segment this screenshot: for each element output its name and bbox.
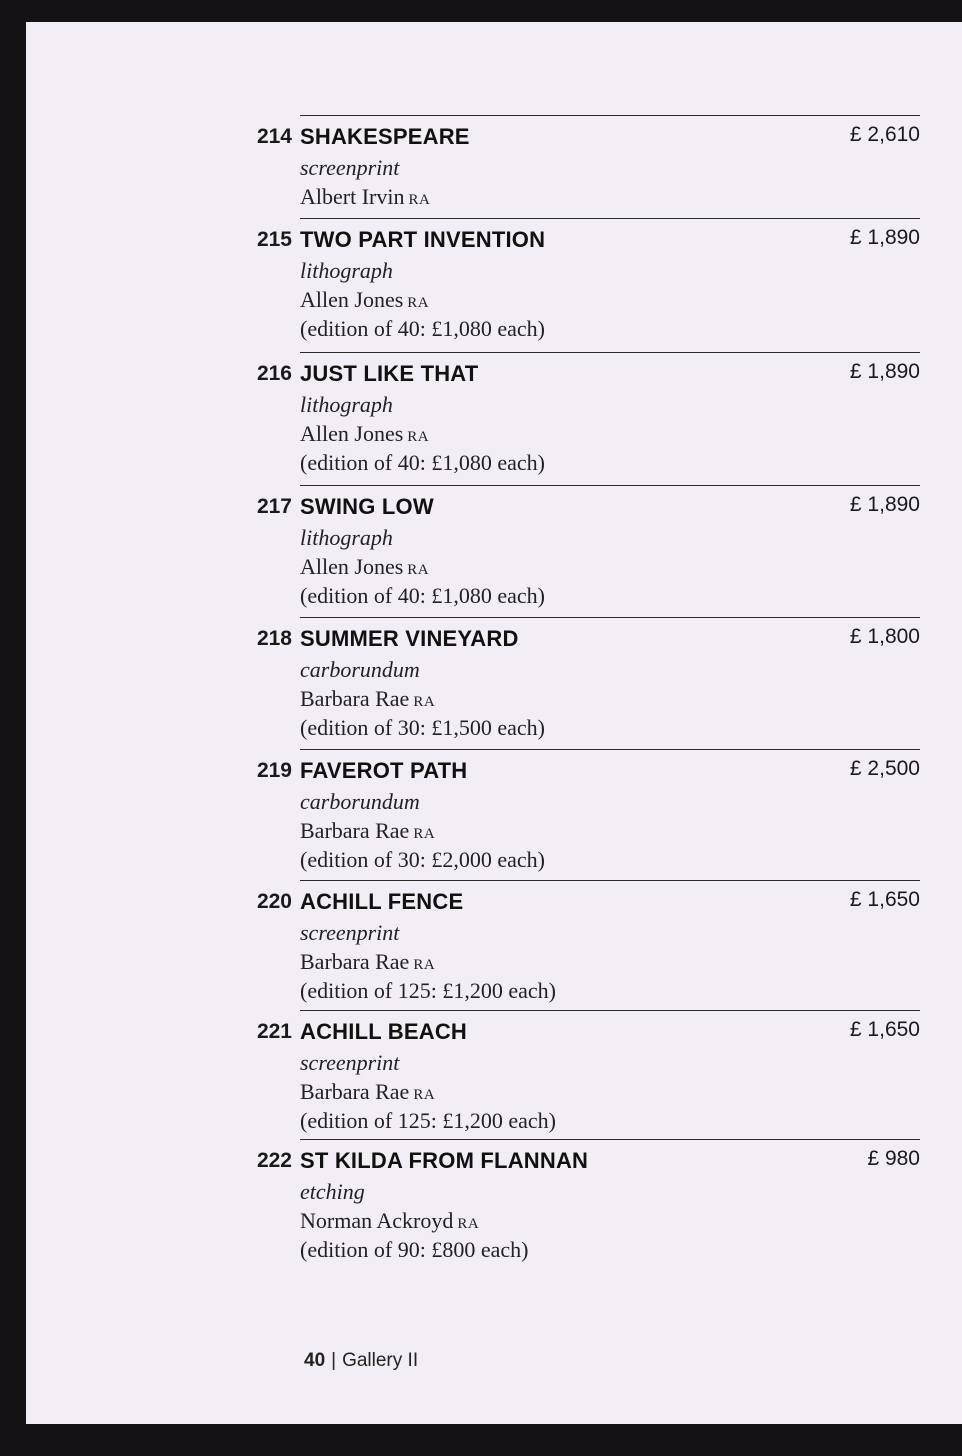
artist-designation: RA: [413, 1087, 436, 1103]
artist-designation: RA: [407, 562, 430, 578]
lot-edition: (edition of 125: £1,200 each): [300, 1108, 556, 1133]
lot-edition: (edition of 40: £1,080 each): [300, 583, 545, 608]
divider: [300, 485, 920, 486]
divider: [300, 749, 920, 750]
section-name: Gallery II: [342, 1350, 419, 1371]
lot-title: ST KILDA FROM FLANNAN: [300, 1148, 589, 1173]
divider: [300, 880, 920, 881]
lot-number: 218: [256, 627, 292, 650]
artist-name: Norman Ackroyd: [300, 1208, 454, 1233]
lot-price: £ 2,610: [849, 123, 920, 146]
lot-price: £ 1,890: [849, 226, 920, 249]
artist-designation: RA: [413, 826, 436, 842]
artist-designation: RA: [407, 429, 430, 445]
lot-title: ACHILL FENCE: [300, 889, 464, 914]
lot-price: £ 980: [867, 1147, 920, 1170]
artist-designation: RA: [407, 295, 430, 311]
lot-edition: (edition of 40: £1,080 each): [300, 450, 545, 475]
lot-artist: [300, 686, 435, 712]
artist-designation: RA: [413, 694, 436, 710]
artist-name: Albert Irvin: [300, 184, 405, 209]
lot-artist: [300, 421, 429, 447]
lot-number: 220: [256, 890, 292, 913]
lot-medium: lithograph: [300, 525, 393, 550]
lot-title: FAVEROT PATH: [300, 758, 468, 783]
artist-designation: RA: [457, 1216, 480, 1232]
footer-separator: |: [331, 1350, 337, 1371]
lot-medium: screenprint: [300, 155, 400, 180]
lot-title: TWO PART INVENTION: [300, 227, 546, 252]
lot-artist: [300, 818, 435, 844]
lot-price: £ 1,650: [849, 1018, 920, 1041]
lot-artist: [300, 1079, 435, 1105]
lot-price: £ 1,890: [849, 493, 920, 516]
lot-number: 222: [256, 1149, 292, 1172]
lot-edition: (edition of 30: £1,500 each): [300, 715, 545, 740]
artist-name: Barbara Rae: [300, 949, 410, 974]
lot-title: JUST LIKE THAT: [300, 361, 479, 386]
lot-edition: (edition of 90: £800 each): [300, 1237, 529, 1262]
lot-number: 219: [256, 759, 292, 782]
lot-artist: [300, 184, 430, 210]
divider: [300, 218, 920, 219]
lot-title: ACHILL BEACH: [300, 1019, 467, 1044]
artist-name: Barbara Rae: [300, 686, 410, 711]
lot-number: 215: [256, 228, 292, 251]
lot-medium: etching: [300, 1179, 365, 1204]
lot-medium: screenprint: [300, 920, 400, 945]
lot-artist: [300, 949, 435, 975]
page-number: 40: [304, 1350, 326, 1371]
artist-designation: RA: [408, 192, 431, 208]
artist-name: Allen Jones: [300, 421, 404, 446]
lot-medium: carborundum: [300, 657, 420, 682]
lot-price: £ 1,650: [849, 888, 920, 911]
divider: [300, 352, 920, 353]
divider: [300, 1139, 920, 1140]
lot-title: SUMMER VINEYARD: [300, 626, 519, 651]
lot-price: £ 2,500: [849, 757, 920, 780]
lot-title: SWING LOW: [300, 494, 434, 519]
artist-name: Allen Jones: [300, 287, 404, 312]
lot-artist: [300, 554, 429, 580]
lot-medium: lithograph: [300, 258, 393, 283]
lot-number: 216: [256, 362, 292, 385]
divider: [300, 1010, 920, 1011]
lot-number: 214: [256, 125, 292, 148]
lot-artist: [300, 287, 429, 313]
lot-number: 221: [256, 1020, 292, 1043]
lot-edition: (edition of 125: £1,200 each): [300, 978, 556, 1003]
lot-price: £ 1,890: [849, 360, 920, 383]
divider: [300, 115, 920, 116]
lot-medium: carborundum: [300, 789, 420, 814]
catalogue-page: [26, 22, 962, 1424]
artist-name: Barbara Rae: [300, 818, 410, 843]
lot-medium: lithograph: [300, 392, 393, 417]
lot-price: £ 1,800: [849, 625, 920, 648]
artist-name: Allen Jones: [300, 554, 404, 579]
page-footer: [304, 1350, 418, 1372]
lot-edition: (edition of 30: £2,000 each): [300, 847, 545, 872]
lot-title: SHAKESPEARE: [300, 124, 470, 149]
artist-name: Barbara Rae: [300, 1079, 410, 1104]
lot-edition: (edition of 40: £1,080 each): [300, 316, 545, 341]
lot-number: 217: [256, 495, 292, 518]
lot-artist: [300, 1208, 479, 1234]
lot-medium: screenprint: [300, 1050, 400, 1075]
divider: [300, 617, 920, 618]
artist-designation: RA: [413, 957, 436, 973]
